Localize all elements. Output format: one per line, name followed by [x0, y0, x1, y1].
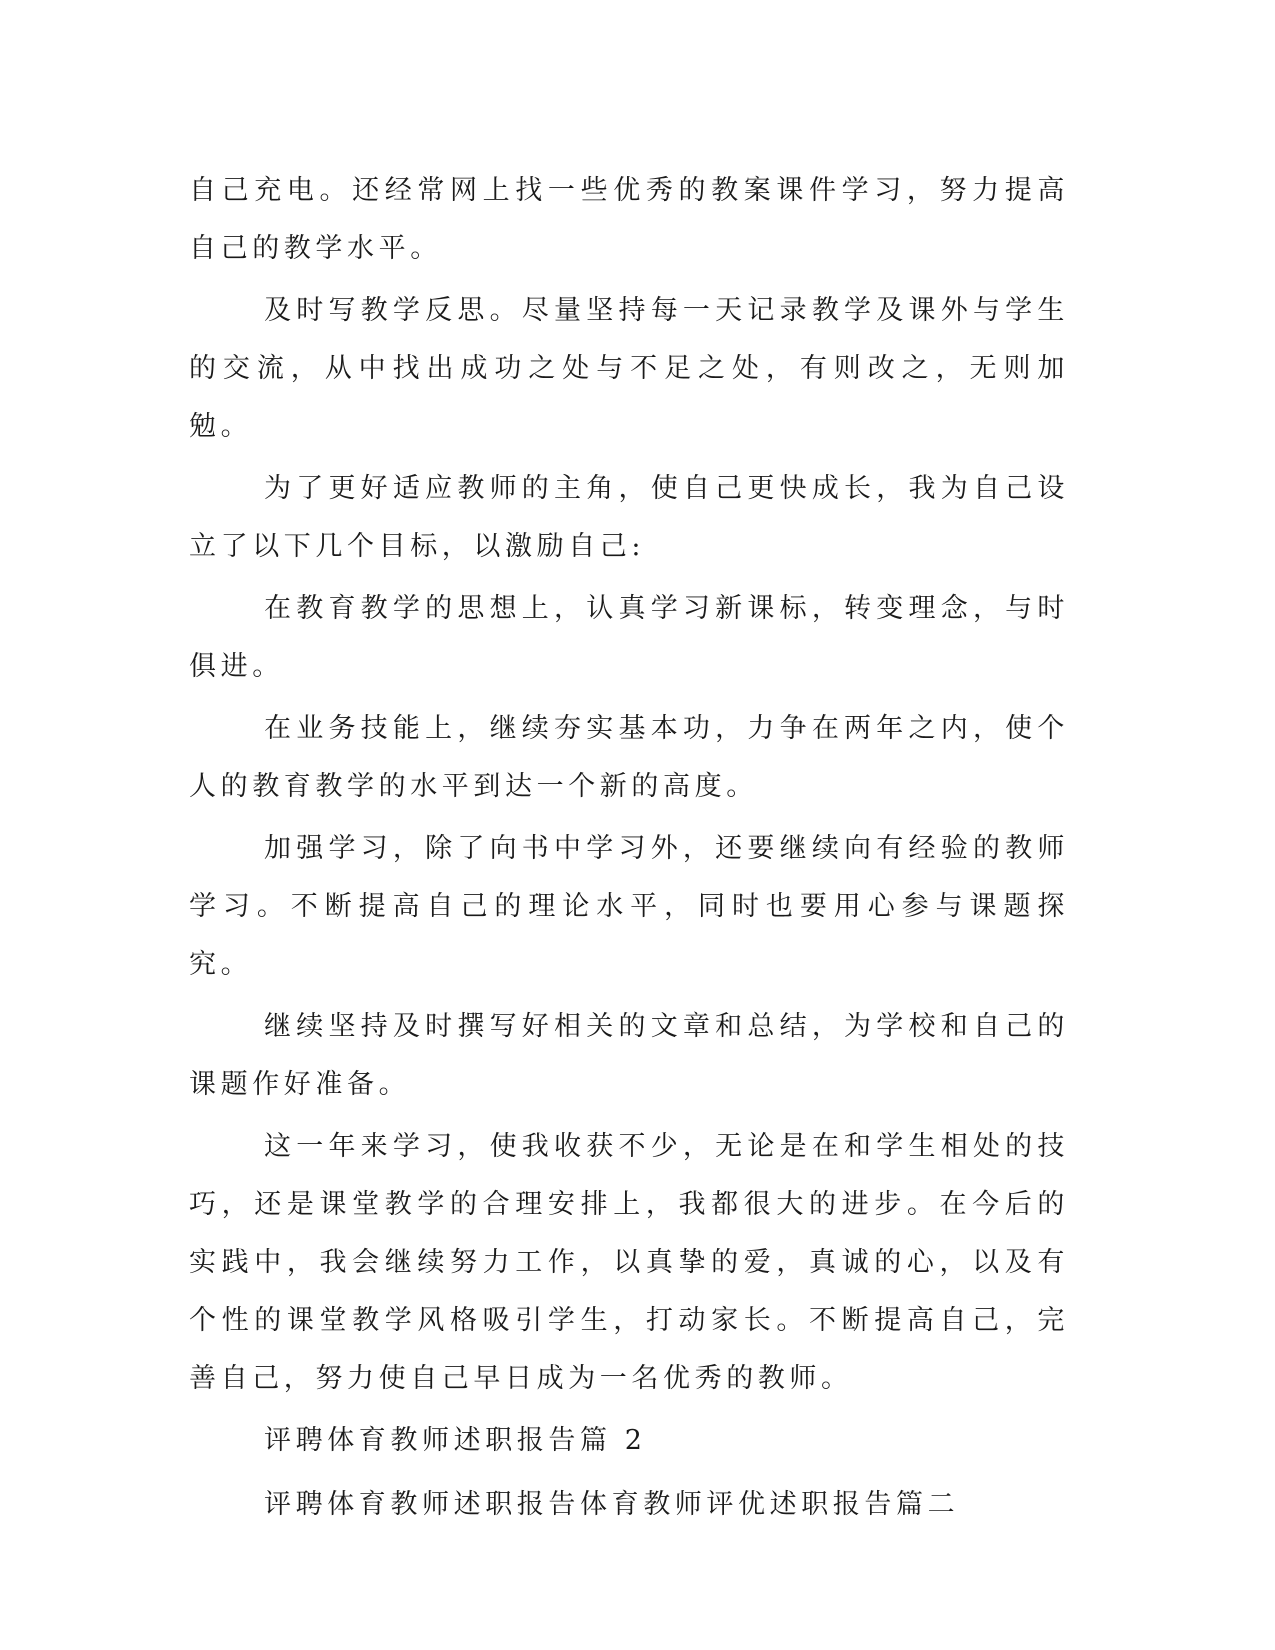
- section-subheading: 评聘体育教师述职报告体育教师评优述职报告篇二: [264, 1489, 960, 1520]
- paragraph-continuation: 自己充电。还经常网上找一些优秀的教案课件学习，努力提高自己的教学水平。: [189, 175, 1069, 264]
- section-heading: 评聘体育教师述职报告篇 2: [264, 1425, 647, 1456]
- paragraph-reflection: 及时写教学反思。尽量坚持每一天记录教学及课外与学生的交流，从中找出成功之处与不足之处，有则改之，无则加勉。: [189, 295, 1069, 442]
- paragraph-goal-thinking: 在教育教学的思想上，认真学习新课标，转变理念，与时俱进。: [189, 593, 1069, 682]
- document-body: [189, 162, 1069, 1540]
- paragraph-goals-intro: 为了更好适应教师的主角，使自己更快成长，我为自己设立了以下几个目标，以激励自己:: [189, 473, 1069, 562]
- paragraph-goal-writing: 继续坚持及时撰写好相关的文章和总结，为学校和自己的课题作好准备。: [189, 1011, 1069, 1100]
- paragraph-goal-learning: 加强学习，除了向书中学习外，还要继续向有经验的教师学习。不断提高自己的理论水平，同时也要用心参与课题探究。: [189, 833, 1069, 980]
- paragraph-conclusion: 这一年来学习，使我收获不少，无论是在和学生相处的技巧，还是课堂教学的合理安排上，我都很大的进步。在今后的实践中，我会继续努力工作，以真挚的爱，真诚的心，以及有个性的课堂教学风格吸引学生，打动家长。不断提高自己，完善自己，努力使自己早日成为一名优秀的教师。: [189, 1131, 1069, 1394]
- paragraph-goal-skills: 在业务技能上，继续夯实基本功，力争在两年之内，使个人的教育教学的水平到达一个新的高度。: [189, 713, 1069, 802]
